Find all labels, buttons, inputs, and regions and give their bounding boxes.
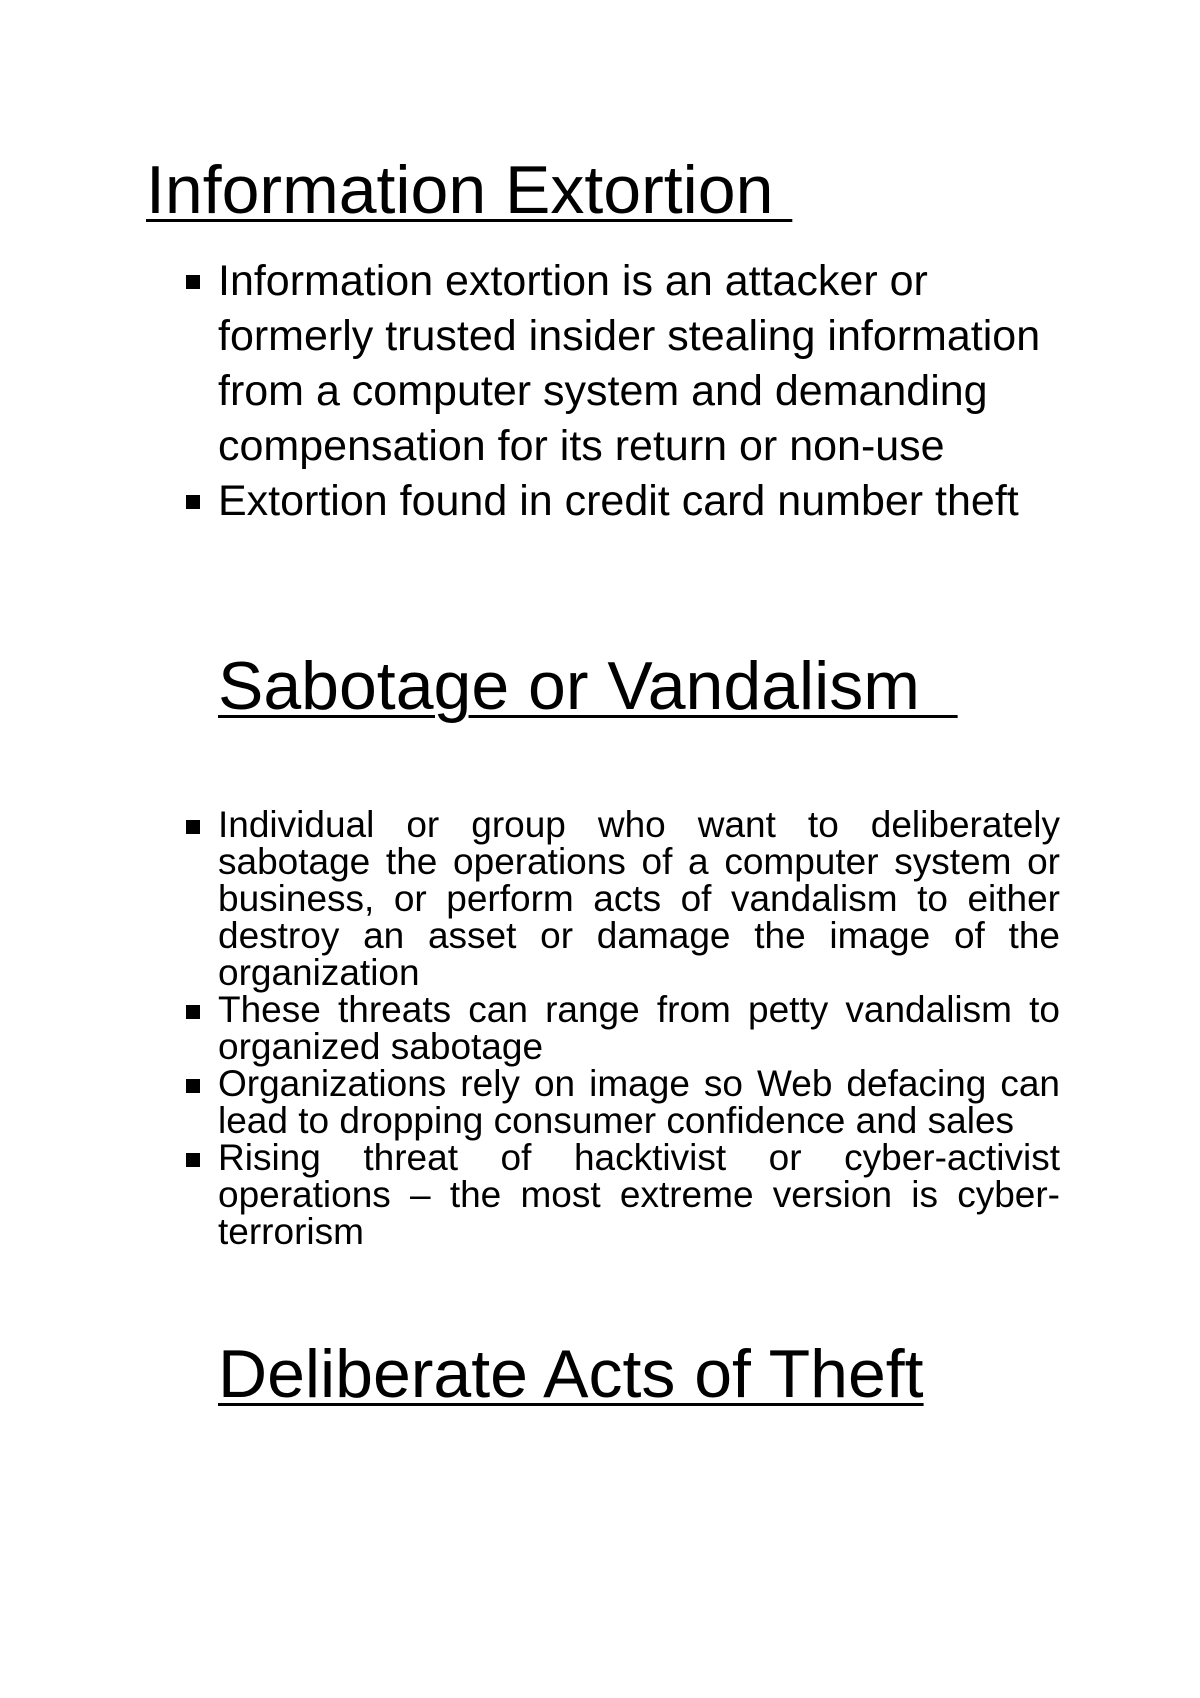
bullet-text: Extortion found in credit card number theft: [218, 477, 1019, 525]
heading-sabotage-or-vandalism: Sabotage or Vandalism: [218, 648, 958, 724]
list-item: [180, 254, 1060, 474]
heading-information-extortion: Information Extortion: [146, 152, 793, 228]
bullet-text: These threats can range from petty vandalism to organized sabotage: [218, 989, 1060, 1067]
bullet-text: Rising threat of hacktivist or cyber-activist operations – the most extreme version is cyber-terrorism: [218, 1137, 1060, 1252]
list-item: [180, 474, 1060, 529]
square-bullet-icon: [186, 1079, 200, 1093]
square-bullet-icon: [186, 820, 200, 834]
bullet-text: Individual or group who want to deliberately sabotage the operations of a computer system or business, or perform acts of vandalism to either destroy an asset or damage the image of the organization: [218, 804, 1060, 993]
square-bullet-icon: [186, 275, 200, 289]
bullet-text: Organizations rely on image so Web defacing can lead to dropping consumer confidence and sales: [218, 1063, 1060, 1141]
heading-deliberate-acts-of-theft: Deliberate Acts of Theft: [218, 1336, 924, 1412]
list-item: [180, 1065, 1060, 1139]
list-item: [180, 1139, 1060, 1250]
information-extortion-list: [180, 254, 1060, 529]
bullet-text: Information extortion is an attacker or formerly trusted insider stealing information from a computer system and demanding compensation for its return or non-use: [218, 257, 1041, 470]
list-item: [180, 991, 1060, 1065]
square-bullet-icon: [186, 1005, 200, 1019]
list-item: [180, 806, 1060, 991]
square-bullet-icon: [186, 495, 200, 509]
sabotage-list: [180, 806, 1060, 1250]
square-bullet-icon: [186, 1153, 200, 1167]
